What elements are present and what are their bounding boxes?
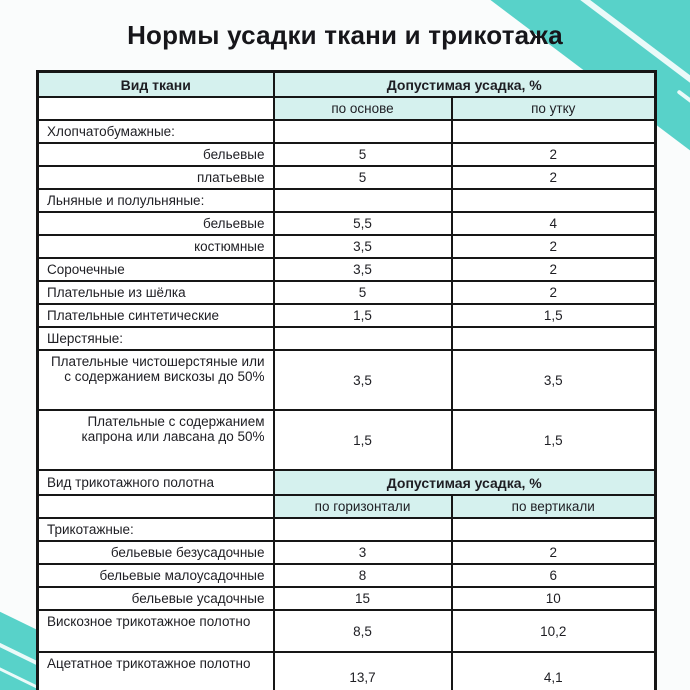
row-vertical-value: 6 [452,564,656,587]
shrinkage-table-wrap [36,70,657,690]
brush-white-streak [676,89,690,158]
shrinkage-table [36,70,657,690]
knit-subheader-row [38,495,656,518]
row-warp-value: 5 [274,281,452,304]
row-vertical-value: 4,1 [452,652,656,690]
row-label: платьевые [38,166,274,189]
table-row [38,281,656,304]
row-label: бельевые [38,143,274,166]
knit-subheader-vertical: по вертикали [452,495,656,518]
fabric-col1-header: Вид ткани [38,72,274,98]
page-title: Нормы усадки ткани и трикотажа [127,20,563,50]
row-vertical-value: 10,2 [452,610,656,652]
knit-subheader-horizontal: по горизонтали [274,495,452,518]
knit-col1-header: Вид трикотажного полотна [38,470,274,495]
row-label: Ацетатное трикотажное полотно [38,652,274,690]
row-warp-value [274,120,452,143]
fabric-header-row [38,72,656,98]
table-row [38,212,656,235]
row-weft-value: 1,5 [452,304,656,327]
row-weft-value: 2 [452,281,656,304]
row-horizontal-value: 8,5 [274,610,452,652]
row-weft-value [452,189,656,212]
empty-cell [38,97,274,120]
table-row [38,235,656,258]
table-row [38,143,656,166]
row-warp-value: 1,5 [274,304,452,327]
row-label: Вискозное трикотажное полотно [38,610,274,652]
table-row [38,541,656,564]
row-weft-value: 2 [452,258,656,281]
row-label: Плательные синтетические [38,304,274,327]
row-warp-value: 1,5 [274,410,452,470]
table-row [38,564,656,587]
row-horizontal-value: 15 [274,587,452,610]
table-row [38,587,656,610]
row-horizontal-value [274,518,452,541]
row-label: бельевые безусадочные [38,541,274,564]
table-row [38,652,656,690]
row-label: бельевые малоусадочные [38,564,274,587]
table-row [38,410,656,470]
row-weft-value: 2 [452,235,656,258]
row-label: бельевые [38,212,274,235]
fabric-subheader-row [38,97,656,120]
row-label: костюмные [38,235,274,258]
table-row [38,518,656,541]
row-label: Плательные из шёлка [38,281,274,304]
row-label: Трикотажные: [38,518,274,541]
row-horizontal-value: 3 [274,541,452,564]
row-label: Сорочечные [38,258,274,281]
row-label: бельевые усадочные [38,587,274,610]
row-warp-value: 5,5 [274,212,452,235]
fabric-subheader-warp: по основе [274,97,452,120]
row-warp-value: 3,5 [274,258,452,281]
row-weft-value: 1,5 [452,410,656,470]
table-row [38,610,656,652]
table-row [38,166,656,189]
row-weft-value: 2 [452,143,656,166]
row-weft-value: 3,5 [452,350,656,410]
fabric-span-header: Допустимая усадка, % [274,72,656,98]
table-row [38,258,656,281]
row-vertical-value [452,518,656,541]
empty-cell [38,495,274,518]
row-warp-value [274,327,452,350]
row-warp-value: 3,5 [274,235,452,258]
row-weft-value: 2 [452,166,656,189]
row-horizontal-value: 8 [274,564,452,587]
row-label: Шерстяные: [38,327,274,350]
row-label: Плательные с содержанием капрона или лавсана до 50% [38,410,274,470]
row-warp-value: 5 [274,143,452,166]
row-warp-value: 3,5 [274,350,452,410]
fabric-subheader-weft: по утку [452,97,656,120]
row-horizontal-value: 13,7 [274,652,452,690]
row-vertical-value: 10 [452,587,656,610]
table-row [38,327,656,350]
row-warp-value [274,189,452,212]
table-row [38,350,656,410]
table-row [38,120,656,143]
row-weft-value: 4 [452,212,656,235]
row-weft-value [452,327,656,350]
row-warp-value: 5 [274,166,452,189]
row-label: Плательные чистошерстяные или с содержанием вискозы до 50% [38,350,274,410]
knit-header-row [38,470,656,495]
row-label: Хлопчатобумажные: [38,120,274,143]
row-vertical-value: 2 [452,541,656,564]
row-weft-value [452,120,656,143]
row-label: Льняные и полульняные: [38,189,274,212]
table-row [38,189,656,212]
table-row [38,304,656,327]
knit-span-header: Допустимая усадка, % [274,470,656,495]
